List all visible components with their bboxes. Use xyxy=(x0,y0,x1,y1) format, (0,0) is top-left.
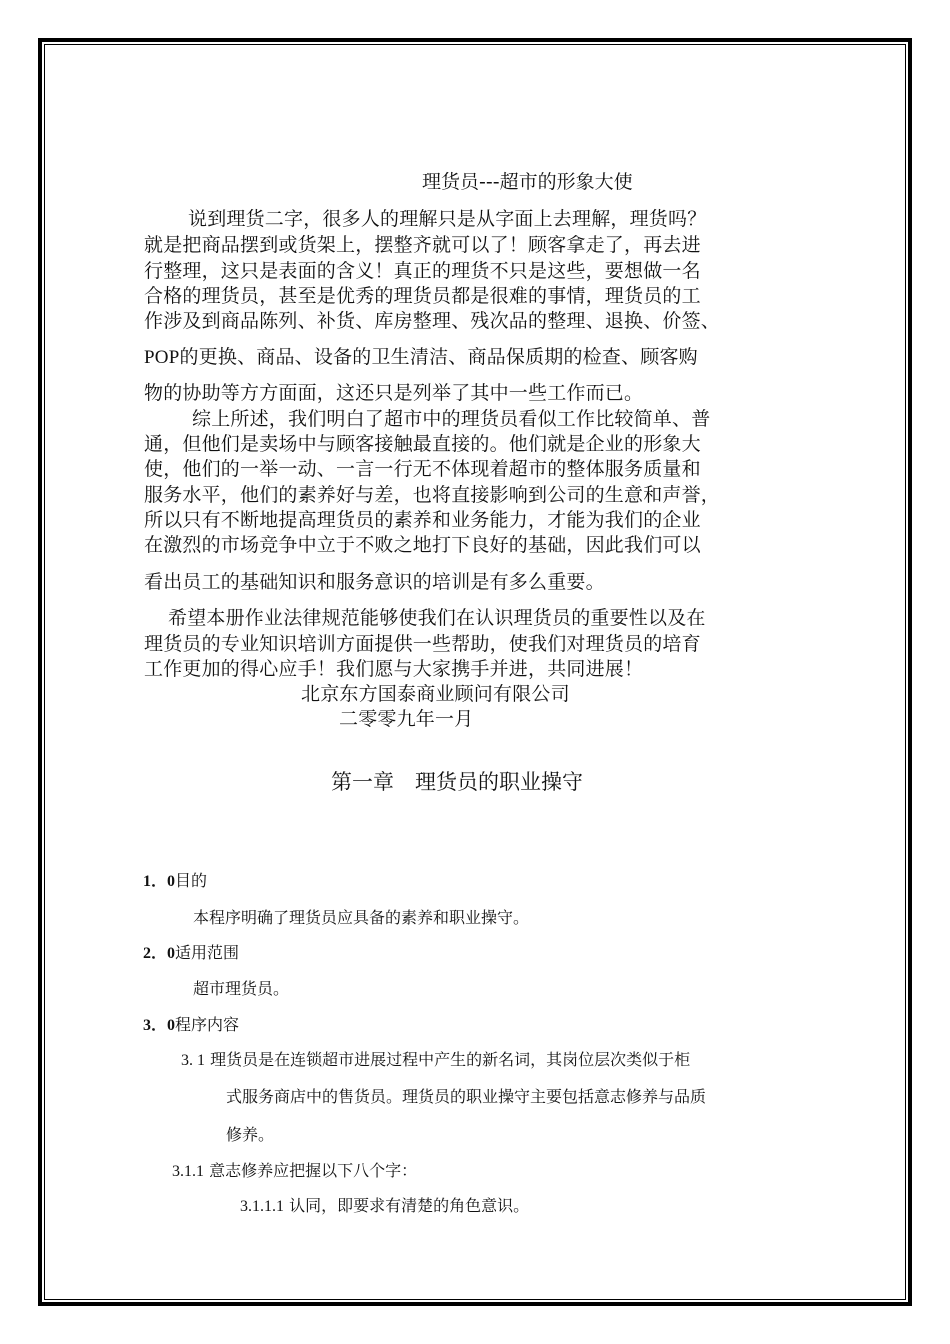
section-1-body: 本程序明确了理货员应具备的素养和职业操守。 xyxy=(193,908,530,927)
section-3-1-1 xyxy=(172,1158,417,1181)
document-date: 二零零九年一月 xyxy=(339,708,474,730)
section-3-1-1-1-number: 3.1.1.1 xyxy=(240,1198,284,1215)
section-3-1-1-1-text: 认同，即要求有清楚的角色意识。 xyxy=(289,1196,530,1215)
section-3-1-1-1 xyxy=(240,1193,529,1216)
intro-line-13: 在激烈的市场竞争中立于不败之地打下良好的基础，因此我们可以 xyxy=(144,534,701,556)
section-1-title: 目的 xyxy=(175,871,208,890)
intro-line-4: 合格的理货员，甚至是优秀的理货员都是很难的事情，理货员的工 xyxy=(144,285,701,307)
intro-line-17: 工作更加的得心应手！我们愿与大家携手并进，共同进展！ xyxy=(144,658,644,680)
section-3-1-number: 3. 1 xyxy=(181,1052,205,1069)
intro-line-12: 所以只有不断地提高理货员的素养和业务能力，才能为我们的企业 xyxy=(144,509,701,531)
section-3-1-line-3: 修养。 xyxy=(226,1125,275,1144)
section-1-heading xyxy=(143,868,207,891)
intro-line-6-text: 的更换、商品、设备的卫生清洁、商品保质期的检查、顾客购 xyxy=(179,346,698,368)
pop-word: POP xyxy=(144,347,180,368)
intro-line-10: 使，他们的一举一动、一言一行无不体现着超市的整体服务质量和 xyxy=(144,458,701,480)
intro-line-2: 就是把商品摆到或货架上，摆整齐就可以了！顾客拿走了，再去进 xyxy=(144,234,701,256)
intro-line-8: 综上所述，我们明白了超市中的理货员看似工作比较简单、普 xyxy=(192,408,711,430)
intro-line-1: 说到理货二字，很多人的理解只是从字面上去理解，理货吗？ xyxy=(188,208,707,230)
section-3-title: 程序内容 xyxy=(175,1015,240,1034)
intro-line-6 xyxy=(144,342,698,369)
section-3-1-1-text: 意志修养应把握以下八个字： xyxy=(209,1161,418,1180)
section-2-heading xyxy=(143,940,239,963)
section-2-number: 2．0 xyxy=(143,945,176,962)
intro-line-9: 通，但他们是卖场中与顾客接触最直接的。他们就是企业的形象大 xyxy=(144,433,701,455)
intro-line-14: 看出员工的基础知识和服务意识的培训是有多么重要。 xyxy=(144,571,605,593)
intro-line-16: 理货员的专业知识培训方面提供一些帮助，使我们对理货员的培育 xyxy=(144,633,701,655)
intro-line-5: 作涉及到商品陈列、补货、库房整理、残次品的整理、退换、价签、 xyxy=(144,310,721,332)
section-3-1-line-2: 式服务商店中的售货员。理货员的职业操守主要包括意志修养与品质 xyxy=(226,1087,707,1106)
company-name: 北京东方国泰商业顾问有限公司 xyxy=(301,683,570,705)
section-3-heading xyxy=(143,1012,239,1035)
section-2-body: 超市理货员。 xyxy=(193,979,290,998)
section-3-number: 3．0 xyxy=(143,1017,176,1034)
section-3-1-line-1-text: 理货员是在连锁超市进展过程中产生的新名词，其岗位层次类似于柜 xyxy=(210,1050,691,1069)
document-title: 理货员---超市的形象大使 xyxy=(422,171,633,193)
intro-line-11: 服务水平，他们的素养好与差，也将直接影响到公司的生意和声誉， xyxy=(144,484,721,506)
intro-line-7: 物的协助等方方面面，这还只是列举了其中一些工作而已。 xyxy=(144,382,644,404)
chapter-title: 第一章 理货员的职业操守 xyxy=(331,770,583,794)
section-2-title: 适用范围 xyxy=(175,943,240,962)
intro-line-15: 希望本册作业法律规范能够使我们在认识理货员的重要性以及在 xyxy=(168,607,706,629)
section-3-1-line-1 xyxy=(181,1047,690,1070)
intro-line-3: 行整理，这只是表面的含义！真正的理货不只是这些，要想做一名 xyxy=(144,260,701,282)
section-1-number: 1．0 xyxy=(143,873,176,890)
section-3-1-1-number: 3.1.1 xyxy=(172,1163,204,1180)
